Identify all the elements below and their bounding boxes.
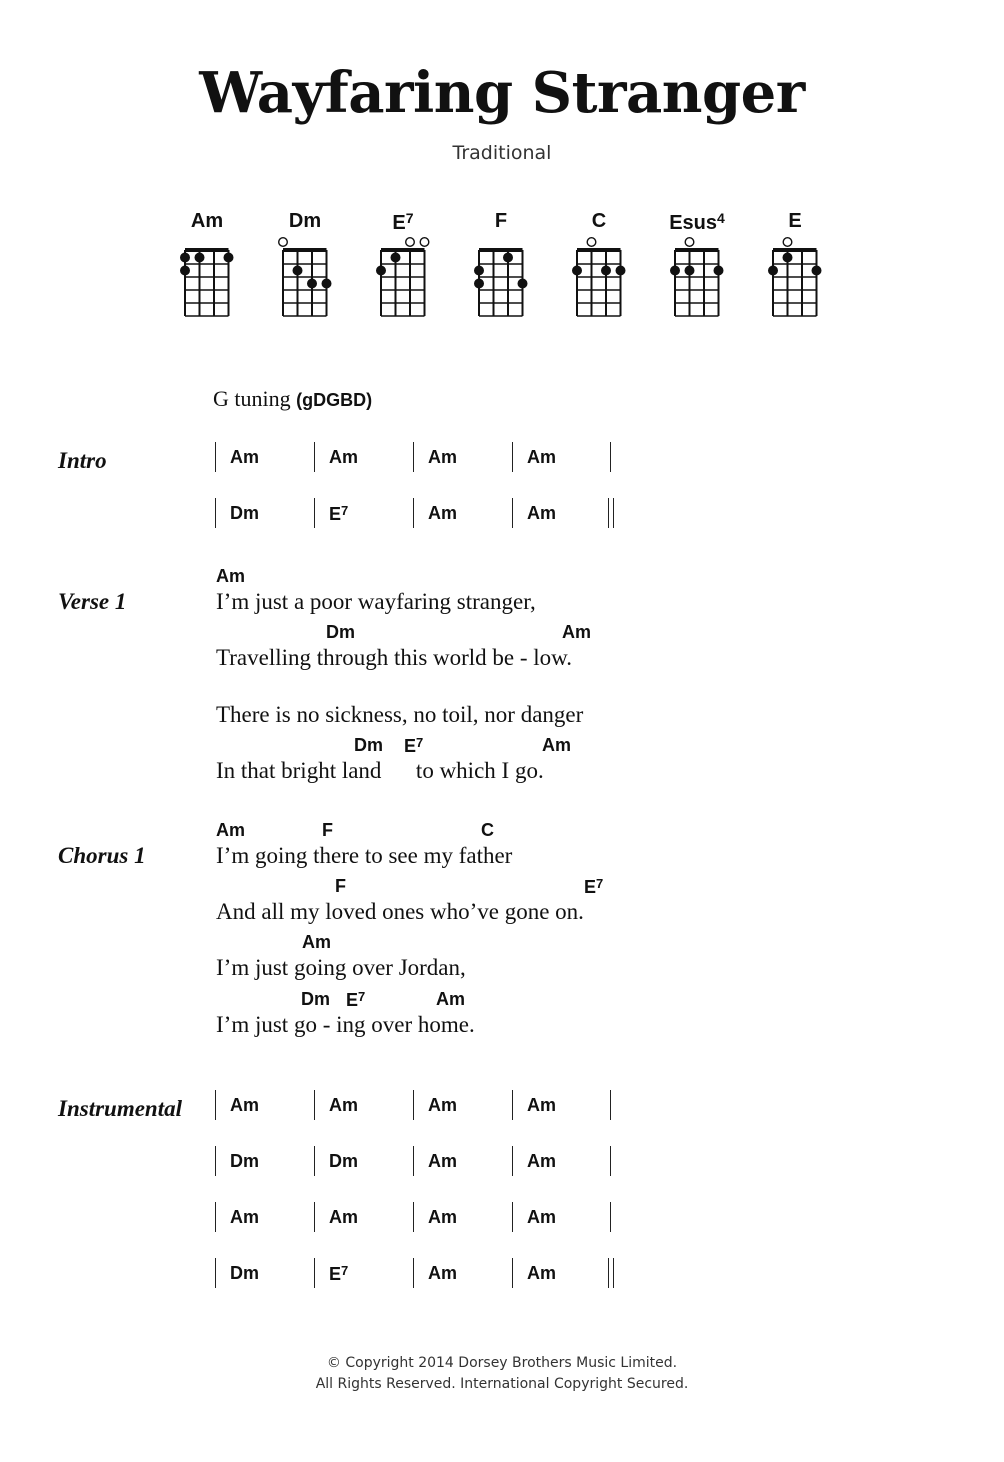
barline xyxy=(512,1090,513,1120)
barline xyxy=(512,1202,513,1232)
chorus-1-chord: Am xyxy=(216,820,246,840)
barline xyxy=(413,1090,414,1120)
chord-diagram-name: Dm xyxy=(288,210,322,232)
open-string-marker xyxy=(406,238,415,247)
verse-1-lyric-line: I’m just a poor wayfaring stranger, xyxy=(216,589,536,614)
instrumental-bar-chord: Am xyxy=(230,1095,260,1115)
barline xyxy=(215,1090,216,1120)
nut xyxy=(185,248,229,252)
chord-diagram xyxy=(466,200,536,330)
verse-1-chord: Am xyxy=(542,735,572,755)
chord-diagram-name: C xyxy=(591,210,607,232)
fretboard xyxy=(760,234,830,324)
chord-diagram xyxy=(270,200,340,330)
chorus-1-chord: Dm xyxy=(301,989,331,1009)
verse-1-chord: Dm xyxy=(326,622,356,642)
barline xyxy=(512,1146,513,1176)
fretboard xyxy=(466,234,536,324)
fretboard xyxy=(368,234,438,324)
chorus-1-chord: F xyxy=(335,876,346,896)
final-barline xyxy=(608,1258,614,1288)
barline xyxy=(610,442,611,472)
intro-bar-chord: Dm xyxy=(230,503,260,523)
barline xyxy=(314,1146,315,1176)
fretboard xyxy=(172,234,242,324)
chorus-1-lyric-line: I’m just go - ing over home. xyxy=(216,1012,475,1037)
instrumental-bar-chord: Am xyxy=(428,1263,458,1283)
barline xyxy=(413,498,414,528)
verse-1-lyric-line: There is no sickness, no toil, nor danger xyxy=(216,702,584,727)
barline xyxy=(413,442,414,472)
chord-diagram xyxy=(662,200,732,330)
tuning-label: G tuning xyxy=(213,386,291,411)
barline xyxy=(610,1090,611,1120)
chord-diagram-name: F xyxy=(494,210,508,232)
instrumental-bar-chord: Am xyxy=(329,1095,359,1115)
barline xyxy=(215,1146,216,1176)
finger-dot xyxy=(812,266,822,276)
barline xyxy=(610,1202,611,1232)
chorus-1-chord: F xyxy=(322,820,333,840)
instrumental-bar-chord: Dm xyxy=(230,1151,260,1171)
finger-dot xyxy=(224,253,234,263)
page-title: Wayfaring Stranger xyxy=(199,60,805,126)
barline xyxy=(215,1202,216,1232)
finger-dot xyxy=(616,266,626,276)
barline xyxy=(610,1146,611,1176)
chorus-1-chord: $E^7$ xyxy=(584,876,604,897)
barline xyxy=(215,1258,216,1288)
intro-bar-chord: $E^7$ xyxy=(329,503,349,524)
verse-1-chord: $E^7$ xyxy=(404,735,424,756)
open-string-marker xyxy=(420,238,429,247)
intro-bar-chord: Am xyxy=(428,447,458,467)
chorus-1-chord: $E^7$ xyxy=(346,989,366,1010)
copyright-line-2: All Rights Reserved. International Copyright Secured. xyxy=(315,1376,689,1392)
barline xyxy=(314,498,315,528)
chorus-1-lyric-line: I’m just going over Jordan, xyxy=(216,955,466,980)
chord-diagram xyxy=(564,200,634,330)
fretboard xyxy=(564,234,634,324)
tuning-notes: (gDGBD) xyxy=(296,390,373,410)
finger-dot xyxy=(391,253,401,263)
chorus-1-chord: C xyxy=(481,820,494,840)
finger-dot xyxy=(670,266,680,276)
finger-dot xyxy=(474,266,484,276)
barline xyxy=(314,1258,315,1288)
intro-bar-chord: Am xyxy=(428,503,458,523)
instrumental-bar-chord: Am xyxy=(230,1207,260,1227)
verse-1-lyric-line: In that bright land to which I go. xyxy=(216,758,544,783)
finger-dot xyxy=(518,279,528,289)
barline xyxy=(215,498,216,528)
instrumental-bar-chord: Am xyxy=(527,1207,557,1227)
tuning xyxy=(213,386,372,412)
intro-bar-chord: Am xyxy=(527,503,557,523)
instrumental-bar-chord: Am xyxy=(428,1151,458,1171)
composer: Traditional xyxy=(452,142,552,164)
final-barline xyxy=(608,498,614,528)
chord-diagram-name: Am xyxy=(190,210,224,232)
chorus-1-chord: Am xyxy=(436,989,466,1009)
instrumental-bar-chord: Dm xyxy=(230,1263,260,1283)
instrumental-bar-chord: Am xyxy=(428,1095,458,1115)
section-intro: Intro xyxy=(58,448,107,473)
chord-diagram xyxy=(172,200,242,330)
barline xyxy=(314,1202,315,1232)
finger-dot xyxy=(195,253,205,263)
barline xyxy=(413,1202,414,1232)
barline xyxy=(314,442,315,472)
intro-bar-chord: Am xyxy=(230,447,260,467)
intro-bar-chord: Am xyxy=(527,447,557,467)
finger-dot xyxy=(307,279,317,289)
finger-dot xyxy=(503,253,513,263)
nut xyxy=(773,248,817,252)
instrumental-bar-chord: Am xyxy=(428,1207,458,1227)
open-string-marker xyxy=(685,238,694,247)
instrumental-bar-chord: $E^7$ xyxy=(329,1263,349,1284)
finger-dot xyxy=(572,266,582,276)
finger-dot xyxy=(293,266,303,276)
barline xyxy=(413,1258,414,1288)
copyright-line-1: © Copyright 2014 Dorsey Brothers Music Limited. xyxy=(326,1355,678,1371)
section-chorus-1: Chorus 1 xyxy=(58,843,146,868)
intro-bar-chord: Am xyxy=(329,447,359,467)
chorus-1-lyric-line: And all my loved ones who’ve gone on. xyxy=(216,899,584,924)
barline xyxy=(314,1090,315,1120)
open-string-marker xyxy=(279,238,288,247)
finger-dot xyxy=(180,253,190,263)
chord-diagram-name: E xyxy=(788,210,802,232)
finger-dot xyxy=(376,266,386,276)
finger-dot xyxy=(768,266,778,276)
verse-1-chord: Am xyxy=(216,566,246,586)
instrumental-bar-chord: Am xyxy=(527,1263,557,1283)
chorus-1-chord: Am xyxy=(302,932,332,952)
finger-dot xyxy=(180,266,190,276)
finger-dot xyxy=(714,266,724,276)
barline xyxy=(512,498,513,528)
chorus-1-lyric-line: I’m going there to see my father xyxy=(216,843,513,868)
barline xyxy=(512,1258,513,1288)
instrumental-bar-chord: Am xyxy=(329,1207,359,1227)
fretboard xyxy=(270,234,340,324)
finger-dot xyxy=(601,266,611,276)
finger-dot xyxy=(685,266,695,276)
instrumental-bar-chord: Am xyxy=(527,1095,557,1115)
nut xyxy=(381,248,425,252)
chord-diagram xyxy=(760,200,830,330)
finger-dot xyxy=(783,253,793,263)
chord-diagram xyxy=(368,200,438,330)
finger-dot xyxy=(474,279,484,289)
section-instrumental: Instrumental xyxy=(58,1096,182,1121)
barline xyxy=(413,1146,414,1176)
barline xyxy=(512,442,513,472)
nut xyxy=(577,248,621,252)
barline xyxy=(215,442,216,472)
instrumental-bar-chord: Am xyxy=(527,1151,557,1171)
instrumental-bar-chord: Dm xyxy=(329,1151,359,1171)
fretboard xyxy=(662,234,732,324)
chord-diagrams xyxy=(0,200,1004,330)
verse-1-lyric-line: Travelling through this world be - low. xyxy=(216,645,573,670)
finger-dot xyxy=(322,279,332,289)
open-string-marker xyxy=(783,238,792,247)
verse-1-chord: Dm xyxy=(354,735,384,755)
section-verse-1: Verse 1 xyxy=(58,589,127,614)
verse-1-chord: Am xyxy=(562,622,592,642)
nut xyxy=(479,248,523,252)
nut xyxy=(675,248,719,252)
nut xyxy=(283,248,327,252)
chord-diagram-name: Esus$^4$ xyxy=(669,210,725,234)
open-string-marker xyxy=(587,238,596,247)
chord-diagram-name: $E^7$ xyxy=(392,210,414,234)
